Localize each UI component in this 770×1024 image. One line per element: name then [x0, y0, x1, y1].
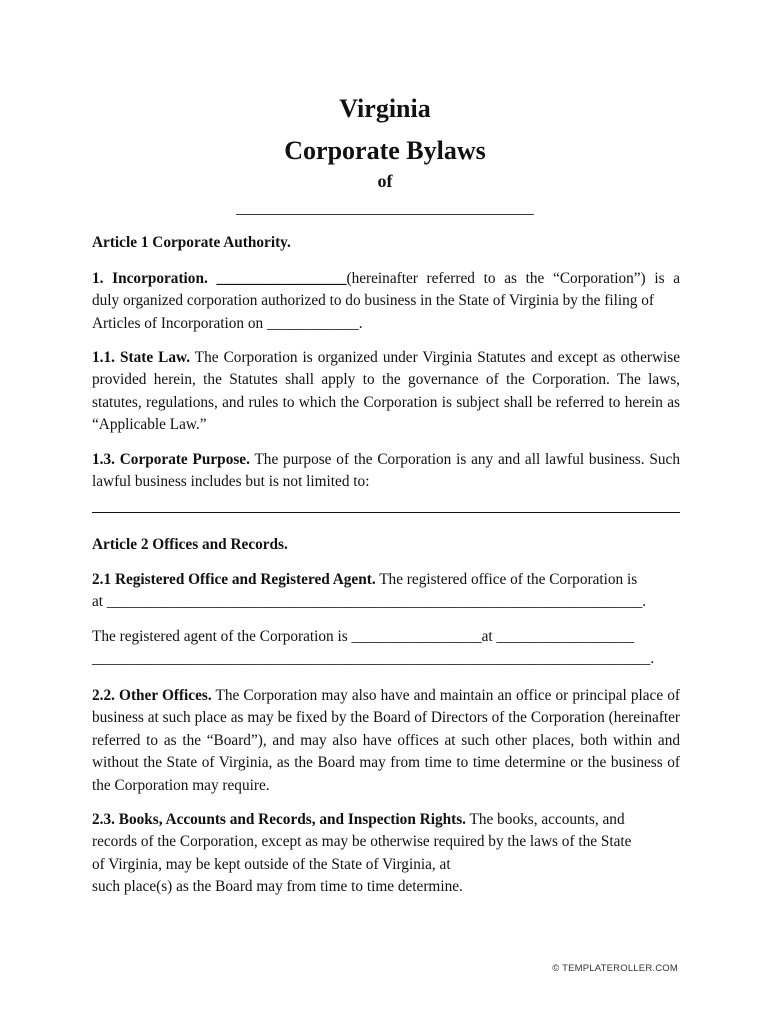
books-records-text-line2: records of the Corporation, except as may be otherwise required by the laws of the State: [92, 833, 632, 851]
incorporation-paragraph: [92, 268, 680, 335]
other-offices-label: 2.2. Other Offices.: [92, 687, 212, 704]
registered-office-label: 2.1 Registered Office and Registered Agent.: [92, 571, 376, 588]
books-records-label: 2.3. Books, Accounts and Records, and Inspection Rights.: [92, 811, 466, 828]
other-offices-paragraph: [92, 685, 680, 797]
registered-office-paragraph: [92, 569, 680, 614]
state-law-paragraph: [92, 347, 680, 437]
article1-heading: Article 1 Corporate Authority.: [92, 234, 291, 251]
registered-agent-line2: _________________________________________________________________________.: [92, 650, 655, 668]
books-records-text-line4: such place(s) as the Board may from time to time determine.: [92, 878, 463, 896]
incorporation-text-rest: duly organized corporation authorized to do business in the State of Virginia by the filing of Articles of Incorporation on ____________.: [92, 292, 654, 332]
corporation-name-blank: ___________________________________: [236, 198, 534, 217]
corporate-purpose-label: 1.3. Corporate Purpose.: [92, 451, 250, 468]
other-offices-text: The Corporation may also have and maintain an office or principal place of business at such place as may be fixed by the Board of Directors of the Corporation (hereinafter referred to as the “Board”), and may also have offices at such other places, both within and without the State of Virginia, as the Board may from time to time determine or the business of the Corporation may require.: [92, 687, 680, 794]
books-records-text-line1: The books, accounts, and: [466, 811, 625, 828]
books-records-paragraph: [92, 809, 680, 899]
registered-agent-paragraph: [92, 626, 680, 671]
title-of: of: [377, 171, 393, 191]
state-law-label: 1.1. State Law.: [92, 349, 191, 366]
incorporation-blank: _________________: [216, 270, 347, 287]
purpose-blank-line: [92, 512, 680, 513]
corporate-purpose-text: The purpose of the Corporation is any and all lawful business. Such lawful business includes but is not limited to:: [92, 451, 680, 491]
incorporation-label: 1. Incorporation.: [92, 270, 208, 287]
title-document: Corporate Bylaws: [284, 136, 486, 165]
footer-copyright[interactable]: © TEMPLATEROLLER.COM: [552, 963, 678, 974]
registered-office-at-line: at ______________________________________________________________________.: [92, 593, 647, 611]
registered-office-text: The registered office of the Corporation is: [375, 571, 638, 588]
incorporation-text-line1: (hereinafter referred to as the “Corporation”) is a: [346, 270, 681, 287]
article2-heading: Article 2 Offices and Records.: [92, 536, 288, 553]
registered-agent-line1: The registered agent of the Corporation is _________________at __________________: [92, 628, 635, 645]
title-state: Virginia: [339, 94, 431, 123]
corporate-purpose-paragraph: [92, 449, 680, 494]
books-records-text-line3: of Virginia, may be kept outside of the State of Virginia, at: [92, 855, 451, 873]
state-law-text: The Corporation is organized under Virginia Statutes and except as otherwise provided herein, the Statutes shall apply to the governance of the Corporation. The laws, statutes, regulations, and rules to which the Corporation is subject shall be referred to herein as “Applicable Law.”: [92, 349, 681, 434]
